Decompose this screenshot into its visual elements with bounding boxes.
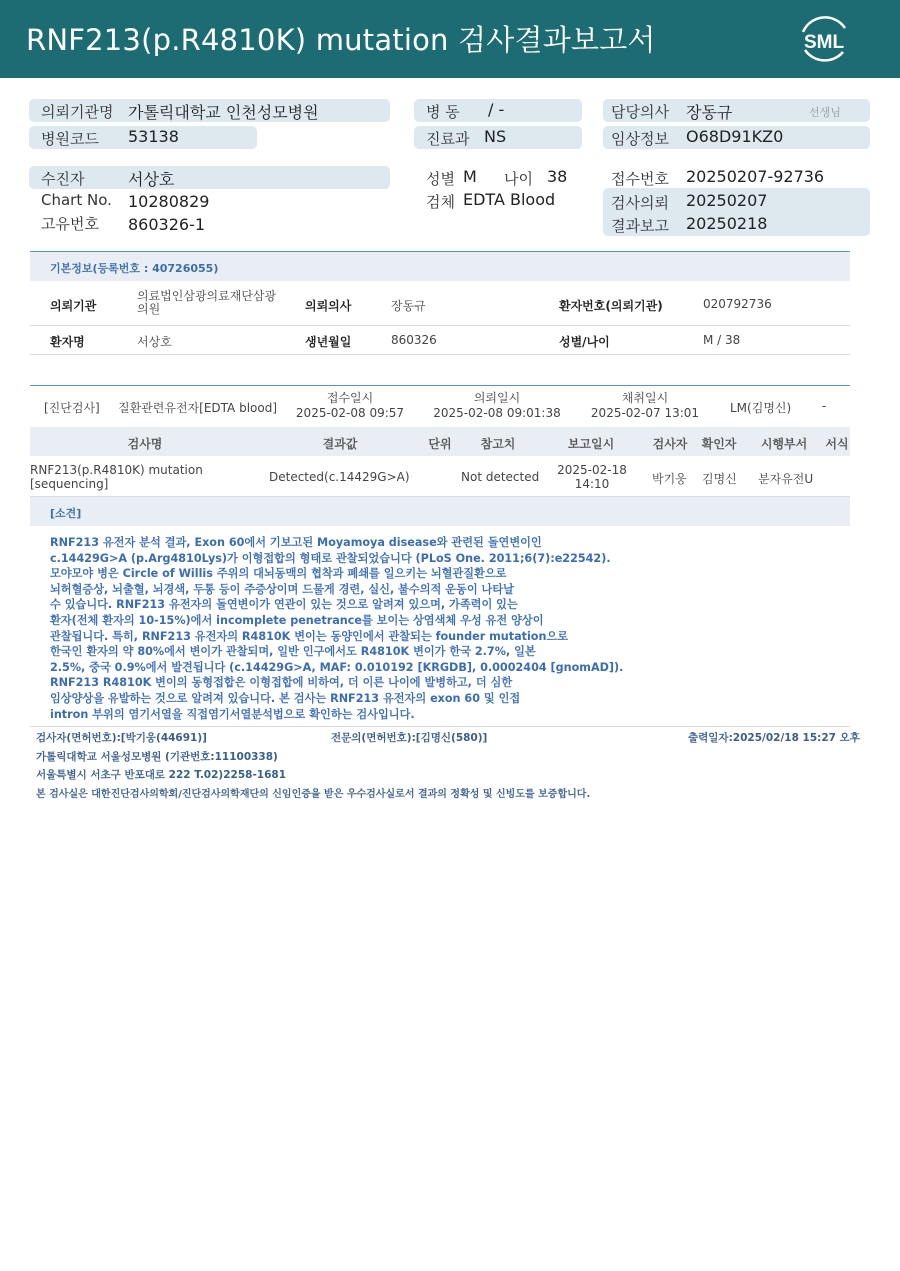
basic-org-key: 의뢰기관 (50, 299, 97, 313)
receipt-value: 20250207-92736 (686, 167, 825, 186)
th-form: 서식 (825, 437, 849, 451)
logo-text: SML (803, 32, 845, 53)
basic-name-val: 서상호 (137, 335, 172, 349)
result-confirmer: 김명신 (702, 472, 737, 486)
basic-name-key: 환자명 (50, 335, 85, 349)
th-unit: 단위 (428, 437, 452, 451)
diag-test: 질환관련유전자[EDTA blood] (118, 401, 278, 415)
diag-lm: LM(김명신) (730, 401, 792, 415)
doctor-value: 장동규 (686, 103, 733, 122)
basic-sexage-val: M / 38 (703, 333, 741, 347)
request-label: 검사의뢰 (611, 194, 669, 212)
ward-label: 병 동 (426, 103, 460, 121)
th-result: 결과값 (322, 437, 358, 451)
comment-line: 뇌허혈증상, 뇌출혈, 뇌경색, 두통 등이 주증상이며 드물게 경련, 실신, 불수의적 운동이 나타날 (50, 582, 514, 596)
result-name: RNF213(p.R4810K) mutation [sequencing] (30, 463, 203, 491)
basic-row-divider (30, 325, 850, 326)
footer-specialist: 전문의(면허번호):[김명신(580)] (331, 732, 488, 744)
unique-value: 860326-1 (128, 215, 206, 234)
sex-label: 성별 (426, 170, 455, 188)
specimen-value: EDTA Blood (463, 190, 556, 209)
report-title: RNF213(p.R4810K) mutation 검사결과보고서 (26, 23, 656, 57)
result-tester: 박기웅 (652, 472, 687, 486)
footer-tester: 검사자(면허번호):[박기웅(44691)] (36, 732, 207, 744)
comment-line: 한국인 환자의 약 80%에서 변이가 관찰되며, 일반 인구에서도 R4810K 변이가 한국 2.7%, 일본 (50, 645, 536, 659)
comment-line: 2.5%, 중국 0.9%에서 발견됩니다 (c.14429G>A, MAF: 0.010192 [KRGDB], 0.0002404 [gnomAD]). (50, 660, 624, 674)
comment-line: RNF213 유전자 분석 결과, Exon 60에서 기보고된 Moyamoya disease와 관련된 돌연변이인 (50, 536, 542, 549)
th-ref: 참고치 (480, 437, 516, 451)
recv-value: 2025-02-08 09:57 (295, 406, 405, 420)
basic-birth-key: 생년월일 (305, 335, 352, 349)
comment-title: [소견] (50, 507, 82, 520)
patient-label: 수진자 (41, 170, 85, 188)
result-value: Detected(c.14429G>A) (269, 470, 410, 484)
sml-logo (793, 10, 855, 68)
unique-label: 고유번호 (41, 215, 99, 233)
specimen-label: 검체 (426, 193, 455, 211)
doctor-suffix: 선생님 (809, 106, 841, 119)
footer-printed: 출력일자:2025/02/18 15:27 오후 (688, 732, 860, 744)
th-dept: 시행부서 (760, 437, 808, 451)
basic-doc-key: 의뢰의사 (305, 299, 352, 313)
dept-label: 진료과 (426, 130, 470, 148)
comment-line: c.14429G>A (p.Arg4810Lys)가 이형접합의 형태로 관찰되었습니다 (PLoS One. 2011;6(7):e22542). (50, 551, 611, 565)
sex-value: M (463, 167, 477, 186)
request-value: 20250207 (686, 191, 768, 210)
clinical-label: 임상정보 (611, 130, 669, 148)
req-label: 의뢰일시 (473, 391, 521, 405)
footer-hospital: 가톨릭대학교 서울성모병원 (기관번호:11100338) (36, 751, 278, 763)
basic-sexage-key: 성별/나이 (559, 335, 610, 349)
comment-line: 임상양상을 유발하는 것으로 알려져 있습니다. 본 검사는 RNF213 유전자의 exon 60 및 인접 (50, 691, 521, 705)
basic-doc-val: 장동규 (391, 299, 426, 313)
org-label: 의뢰기관명 (41, 103, 114, 121)
col-label: 채취일시 (621, 391, 669, 405)
result-report-date: 2025-02-18 (557, 463, 627, 477)
col-value: 2025-02-07 13:01 (590, 406, 700, 420)
chart-value: 10280829 (128, 192, 210, 211)
comment-line: intron 부위의 염기서열을 직접염기서열분석법으로 확인하는 검사입니다. (50, 707, 415, 721)
basic-pid-key: 환자번호(의뢰기관) (559, 299, 663, 313)
report-value: 20250218 (686, 214, 768, 233)
diag-divider (30, 385, 850, 386)
footer-cert: 본 검사실은 대한진단검사의학회/진단검사의학재단의 신임인증을 받은 우수검사실로서 결과의 정확성 및 신빙도를 보증합니다. (36, 789, 591, 800)
receipt-label: 접수번호 (611, 170, 669, 188)
doctor-label: 담당의사 (611, 103, 669, 121)
footer-address: 서울특별시 서초구 반포대로 222 T.02)2258-1681 (36, 769, 287, 781)
org-value: 가톨릭대학교 인천성모병원 (128, 103, 319, 122)
comment-line: RNF213 R4810K 변이의 동형접합은 이형접합에 비하여, 더 이른 나이에 발병하고, 더 심한 (50, 676, 513, 690)
basic-bottom-divider (30, 354, 850, 355)
basic-pid-val: 020792736 (703, 297, 772, 311)
basic-title: 기본정보(등록번호 : 40726055) (50, 262, 219, 275)
basic-birth-val: 860326 (391, 333, 437, 347)
diag-label: [진단검사] (44, 401, 100, 415)
comment-line: 관찰됩니다. 특히, RNF213 유전자의 R4810K 변이는 동양인에서 관찰되는 founder mutation으로 (50, 629, 569, 643)
ward-value: / - (488, 100, 505, 119)
age-label: 나이 (504, 170, 533, 188)
recv-label: 접수일시 (326, 391, 374, 405)
comment-line: 환자(전체 환자의 10-15%)에서 incomplete penetrance를 보이는 상염색체 우성 유전 양상이 (50, 613, 544, 627)
comment-title-band (30, 497, 850, 526)
th-name: 검사명 (127, 437, 163, 451)
report-label: 결과보고 (611, 217, 669, 235)
req-value: 2025-02-08 09:01:38 (433, 406, 561, 420)
dept-value: NS (484, 127, 507, 146)
th-tester: 검사자 (652, 437, 688, 451)
patient-value: 서상호 (128, 170, 175, 189)
diag-dash: - (822, 399, 827, 413)
comment-line: 모야모야 병은 Circle of Willis 주위의 대뇌동맥의 협착과 폐쇄를 일으키는 뇌혈관질환으로 (50, 567, 507, 581)
comment-line: 수 있습니다. RNF213 유전자의 돌연변이가 연관이 있는 것으로 알려져 있으며, 가족력이 있는 (50, 598, 518, 612)
th-confirmer: 확인자 (701, 437, 737, 451)
age-value: 38 (547, 167, 568, 186)
basic-org-val: 의료법인삼광의료재단삼광의원 (137, 289, 277, 316)
clinical-value: O68D91KZ0 (686, 127, 784, 146)
code-value: 53138 (128, 127, 179, 146)
comment-bottom-divider (30, 726, 850, 727)
result-ref: Not detected (461, 470, 540, 484)
comment-body (50, 535, 624, 722)
code-label: 병원코드 (41, 130, 99, 148)
result-report-time: 14:10 (574, 477, 610, 491)
result-dept: 분자유전U (758, 472, 814, 486)
th-report: 보고일시 (567, 437, 615, 451)
chart-label: Chart No. (41, 191, 112, 209)
report-header (0, 0, 900, 78)
